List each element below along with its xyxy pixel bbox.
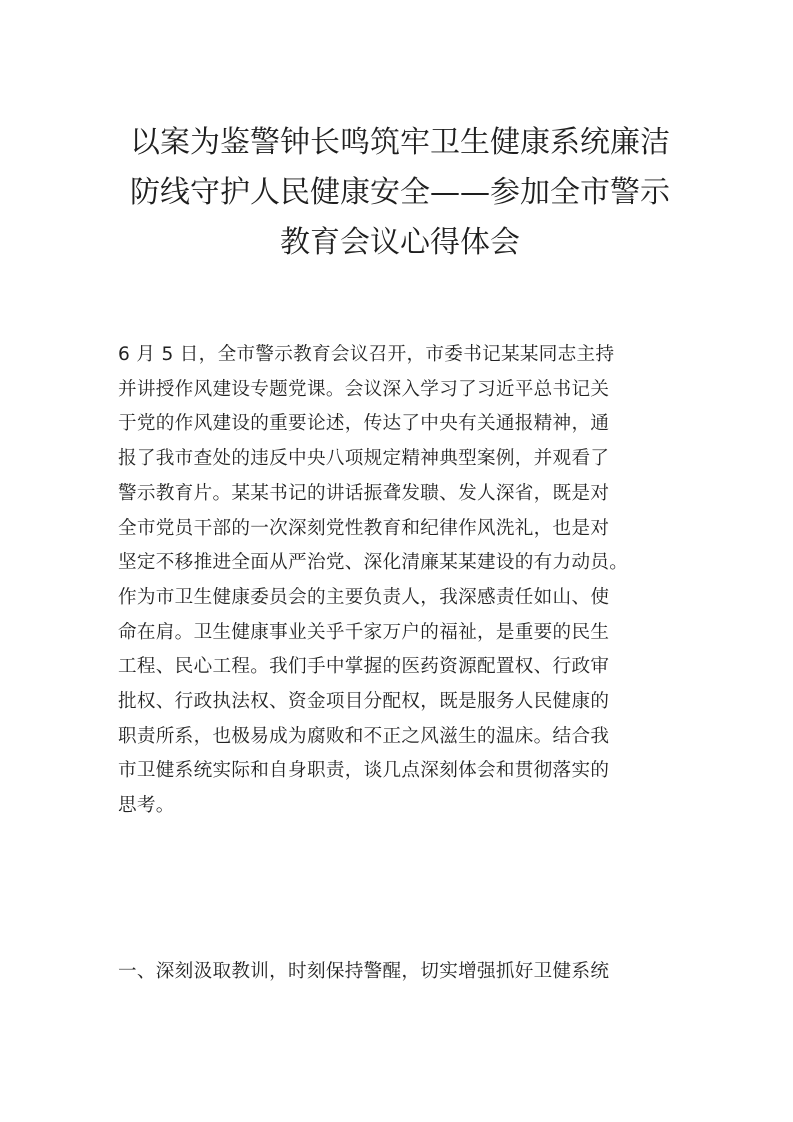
paragraph-line: 作为市卫生健康委员会的主要负责人，我深感责任如山、使 bbox=[118, 586, 610, 608]
title-line-1: 以案为鉴警钟长鸣筑牢卫生健康系统廉洁 bbox=[130, 125, 670, 160]
paragraph-line: 工程、民心工程。我们手中掌握的医药资源配置权、行政审 bbox=[118, 656, 610, 678]
paragraph-line: 命在肩。卫生健康事业关乎千家万户的福祉，是重要的民生 bbox=[118, 621, 610, 643]
paragraph-line: 警示教育片。某某书记的讲话振聋发聩、发人深省，既是对 bbox=[118, 482, 610, 504]
document-title bbox=[100, 118, 700, 268]
paragraph-line: 全市党员干部的一次深刻党性教育和纪律作风洗礼，也是对 bbox=[118, 517, 610, 539]
title-line-3: 教育会议心得体会 bbox=[280, 225, 520, 260]
paragraph-line: 批权、行政执法权、资金项目分配权，既是服务人民健康的 bbox=[118, 691, 610, 713]
paragraph-line: 思考。 bbox=[118, 795, 175, 817]
paragraph-line: 于党的作风建设的重要论述，传达了中央有关通报精神，通 bbox=[118, 413, 610, 435]
paragraph-line: 6 月 5 日，全市警示教育会议召开，市委书记某某同志主持 bbox=[118, 344, 615, 365]
paragraph-line: 坚定不移推进全面从严治党、深化清廉某某建设的有力动员。 bbox=[118, 552, 629, 574]
paragraph-line: 报了我市查处的违反中央八项规定精神典型案例，并观看了 bbox=[118, 448, 610, 470]
paragraph-line: 市卫健系统实际和自身职责，谈几点深刻体会和贯彻落实的 bbox=[118, 760, 610, 782]
section-heading: 一、深刻汲取教训，时刻保持警醒，切实增强抓好卫健系统 bbox=[118, 961, 610, 982]
title-line-2: 防线守护人民健康安全——参加全市警示 bbox=[130, 175, 670, 210]
intro-paragraph bbox=[118, 338, 678, 824]
paragraph-line: 并讲授作风建设专题党课。会议深入学习了习近平总书记关 bbox=[118, 378, 610, 400]
document-body bbox=[118, 338, 678, 824]
paragraph-line: 职责所系，也极易成为腐败和不正之风滋生的温床。结合我 bbox=[118, 725, 610, 747]
